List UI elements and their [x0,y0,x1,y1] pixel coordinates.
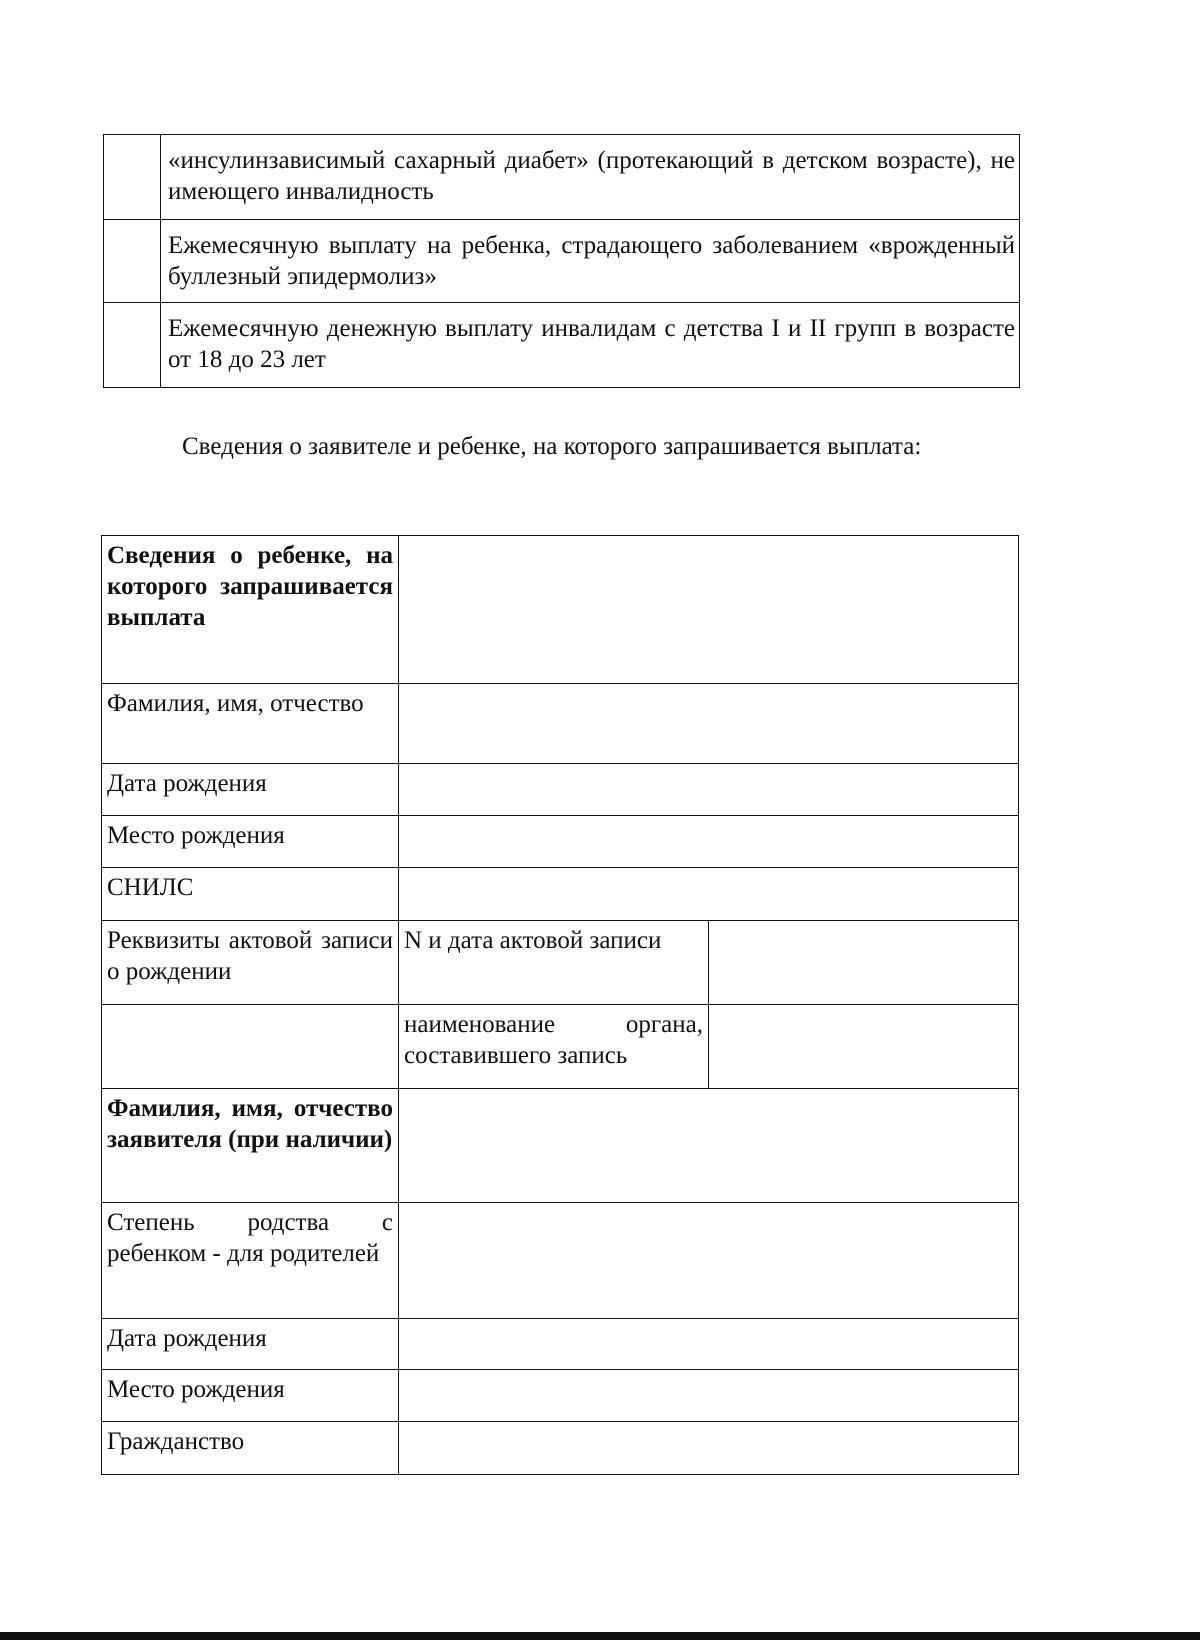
table-row [102,921,1019,1005]
table-row [102,1370,1019,1422]
record-authority-label: наименование органа, составившего запись [399,1005,709,1089]
payment-option-checkbox-cell[interactable] [104,220,161,303]
record-number-date-field[interactable] [709,921,1019,1005]
applicant-full-name-field[interactable] [399,1089,1019,1203]
child-snils-label: СНИЛС [102,868,399,921]
payment-option-text: Ежемесячную денежную выплату инвалидам с детства I и II групп в возрасте от 18 до 23 лет [161,303,1020,388]
empty-label-cell [102,1005,399,1089]
table-row [102,816,1019,868]
table-row [102,1422,1019,1475]
applicant-birth-place-field[interactable] [399,1370,1019,1422]
child-birth-record-label: Реквизиты актовой записи о рождении [102,921,399,1005]
payment-option-row [104,303,1020,388]
table-row [102,1005,1019,1089]
applicant-child-info-table [101,535,1019,1475]
child-full-name-field[interactable] [399,684,1019,764]
applicant-relationship-label: Степень родства с ребенком - для родителей [102,1203,399,1319]
payment-option-checkbox-cell[interactable] [104,303,161,388]
child-birth-place-label: Место рождения [102,816,399,868]
scan-edge-bar [0,1632,1200,1640]
table-row [102,764,1019,816]
child-section-header: Сведения о ребенке, на которого запрашивается выплата [102,536,399,684]
table-row [102,1089,1019,1203]
applicant-citizenship-field[interactable] [399,1422,1019,1475]
section-intro: Сведения о заявителе и ребенке, на которого запрашивается выплата: [182,433,922,460]
record-number-date-label: N и дата актовой записи [399,921,709,1005]
record-authority-field[interactable] [709,1005,1019,1089]
payment-option-checkbox-cell[interactable] [104,135,161,220]
child-birth-date-label: Дата рождения [102,764,399,816]
payment-option-row [104,220,1020,303]
payment-option-row [104,135,1020,220]
applicant-citizenship-label: Гражданство [102,1422,399,1475]
child-full-name-label: Фамилия, имя, отчество [102,684,399,764]
applicant-birth-place-label: Место рождения [102,1370,399,1422]
child-section-value[interactable] [399,536,1019,684]
applicant-full-name-label: Фамилия, имя, отчество заявителя (при наличии) [102,1089,399,1203]
applicant-relationship-field[interactable] [399,1203,1019,1319]
applicant-birth-date-field[interactable] [399,1319,1019,1370]
table-row [102,1319,1019,1370]
child-snils-field[interactable] [399,868,1019,921]
table-row [102,536,1019,684]
payment-option-text: «инсулинзависимый сахарный диабет» (протекающий в детском возрасте), не имеющего инвалидность [161,135,1020,220]
child-birth-date-field[interactable] [399,764,1019,816]
payment-options-table [103,134,1020,388]
table-row [102,684,1019,764]
table-row [102,1203,1019,1319]
payment-option-text: Ежемесячную выплату на ребенка, страдающего заболеванием «врожденный буллезный эпидермолиз» [161,220,1020,303]
table-row [102,868,1019,921]
child-birth-place-field[interactable] [399,816,1019,868]
applicant-birth-date-label: Дата рождения [102,1319,399,1370]
